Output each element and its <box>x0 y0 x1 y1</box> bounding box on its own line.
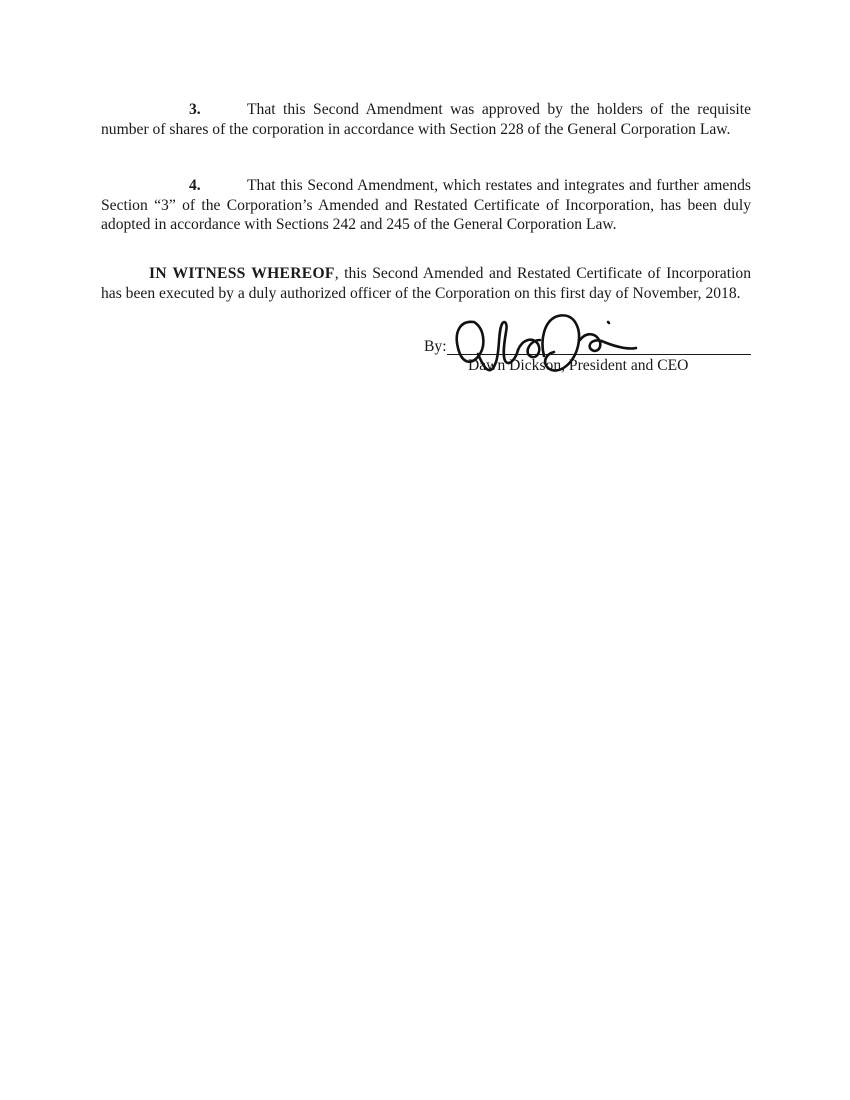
paragraph-number: 4. <box>189 177 201 194</box>
paragraph-3 <box>101 100 751 139</box>
signer-name: Dawn Dickson, President and CEO <box>468 357 689 374</box>
paragraph-text: That this Second Amendment, which restates and integrates and further amends Section “3” of the Corporation’s Amended and Restated Certificate of Incorporation, has been duly adopted in accordance with Sections 242 and 245 of the General Corporation Law. <box>101 177 751 233</box>
by-label: By: <box>424 338 447 355</box>
paragraph-4 <box>101 176 751 235</box>
witness-lead: IN WITNESS WHEREOF <box>149 265 335 282</box>
paragraph-text: That this Second Amendment was approved by the holders of the requisite number of shares of the corporation in accordance with Section 228 of the General Corporation Law. <box>101 101 751 138</box>
handwritten-signature <box>440 310 640 384</box>
witness-text: , this Second Amended and Restated Certificate of Incorporation has been executed by a duly authorized officer of the Corporation on this first day of November, 2018. <box>101 265 751 302</box>
witness-paragraph <box>101 264 751 303</box>
paragraph-number: 3. <box>189 101 201 118</box>
